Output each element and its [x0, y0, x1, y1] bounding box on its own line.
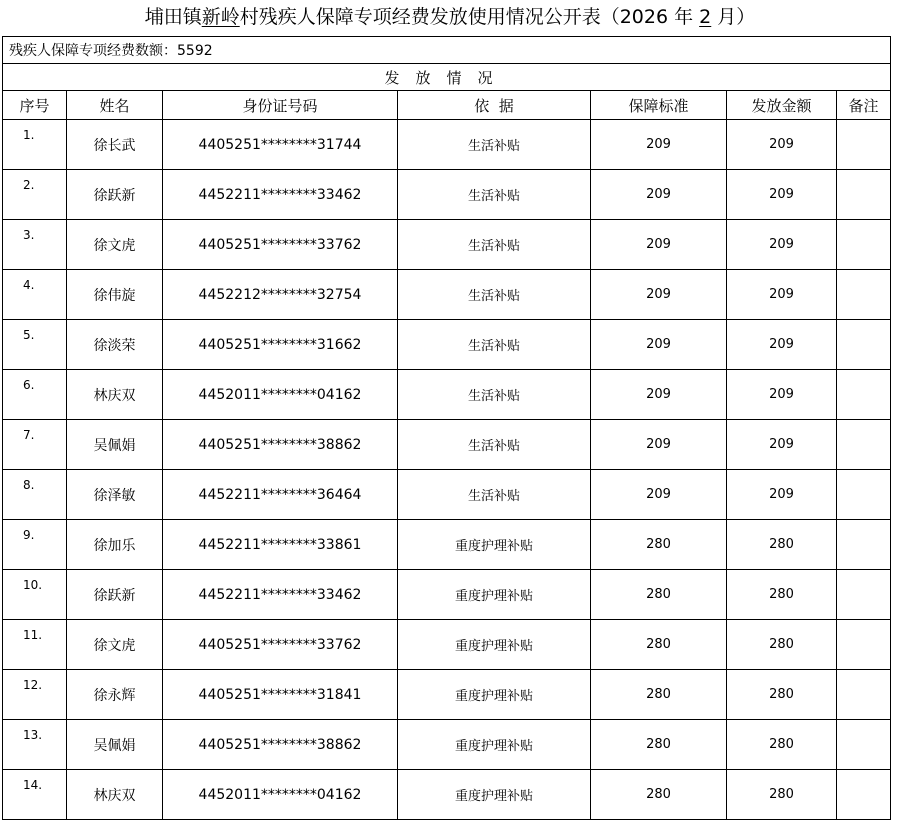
cell-note	[837, 520, 891, 570]
cell-standard: 209	[591, 320, 727, 370]
cell-basis: 重度护理补贴	[398, 670, 591, 720]
cell-note	[837, 570, 891, 620]
cell-basis: 生活补贴	[398, 420, 591, 470]
cell-name: 徐文虎	[67, 620, 163, 670]
cell-basis: 生活补贴	[398, 220, 591, 270]
cell-id-number: 4405251********38862	[163, 420, 398, 470]
header-row	[3, 91, 891, 120]
cell-basis: 重度护理补贴	[398, 770, 591, 820]
cell-name: 吴佩娟	[67, 420, 163, 470]
cell-id-number: 4405251********38862	[163, 720, 398, 770]
cell-seq: 14.	[3, 770, 67, 820]
cell-seq: 3.	[3, 220, 67, 270]
title-middle: 村残疾人保障专项经费发放使用情况公开表（2026 年	[239, 6, 700, 28]
col-header-seq: 序号	[3, 91, 67, 120]
table-row	[3, 570, 891, 620]
cell-standard: 209	[591, 220, 727, 270]
cell-name: 林庆双	[67, 370, 163, 420]
cell-id-number: 4405251********33762	[163, 220, 398, 270]
cell-id-number: 4452011********04162	[163, 770, 398, 820]
cell-standard: 209	[591, 270, 727, 320]
cell-amount: 209	[727, 370, 837, 420]
cell-seq: 12.	[3, 670, 67, 720]
cell-standard: 209	[591, 170, 727, 220]
title-village: 新岭	[201, 6, 240, 28]
cell-basis: 重度护理补贴	[398, 570, 591, 620]
cell-seq: 8.	[3, 470, 67, 520]
table-row	[3, 320, 891, 370]
cell-id-number: 4405251********31841	[163, 670, 398, 720]
cell-amount: 209	[727, 220, 837, 270]
cell-name: 徐伟旋	[67, 270, 163, 320]
cell-basis: 重度护理补贴	[398, 620, 591, 670]
cell-seq: 11.	[3, 620, 67, 670]
table-row	[3, 370, 891, 420]
cell-id-number: 4405251********31744	[163, 120, 398, 170]
section-row	[3, 64, 891, 91]
cell-standard: 280	[591, 670, 727, 720]
cell-name: 徐永辉	[67, 670, 163, 720]
cell-note	[837, 170, 891, 220]
cell-note	[837, 720, 891, 770]
col-header-id: 身份证号码	[163, 91, 398, 120]
cell-seq: 5.	[3, 320, 67, 370]
cell-amount: 209	[727, 170, 837, 220]
cell-note	[837, 120, 891, 170]
cell-basis: 生活补贴	[398, 470, 591, 520]
cell-name: 徐跃新	[67, 170, 163, 220]
table-row	[3, 120, 891, 170]
cell-standard: 209	[591, 470, 727, 520]
table-row	[3, 470, 891, 520]
title-suffix: 月）	[711, 6, 756, 28]
cell-id-number: 4452211********36464	[163, 470, 398, 520]
cell-amount: 280	[727, 720, 837, 770]
table-row	[3, 770, 891, 820]
cell-basis: 重度护理补贴	[398, 520, 591, 570]
cell-basis: 重度护理补贴	[398, 720, 591, 770]
cell-id-number: 4405251********31662	[163, 320, 398, 370]
fund-total-label: 残疾人保障专项经费数额：5592	[3, 37, 891, 64]
col-header-basis: 依 据	[398, 91, 591, 120]
cell-seq: 9.	[3, 520, 67, 570]
cell-id-number: 4452211********33462	[163, 170, 398, 220]
cell-name: 林庆双	[67, 770, 163, 820]
cell-name: 徐泽敏	[67, 470, 163, 520]
table-row	[3, 420, 891, 470]
cell-amount: 209	[727, 320, 837, 370]
cell-seq: 7.	[3, 420, 67, 470]
table-row	[3, 520, 891, 570]
cell-note	[837, 370, 891, 420]
cell-id-number: 4452212********32754	[163, 270, 398, 320]
cell-note	[837, 770, 891, 820]
cell-basis: 生活补贴	[398, 270, 591, 320]
cell-standard: 280	[591, 720, 727, 770]
section-title: 发放情况	[3, 64, 891, 91]
cell-basis: 生活补贴	[398, 170, 591, 220]
table-row	[3, 720, 891, 770]
table-row	[3, 170, 891, 220]
cell-id-number: 4452211********33462	[163, 570, 398, 620]
cell-amount: 280	[727, 670, 837, 720]
title-prefix: 埔田镇	[144, 6, 202, 28]
cell-name: 徐长武	[67, 120, 163, 170]
cell-note	[837, 420, 891, 470]
cell-note	[837, 320, 891, 370]
col-header-standard: 保障标准	[591, 91, 727, 120]
cell-id-number: 4452211********33861	[163, 520, 398, 570]
cell-name: 徐跃新	[67, 570, 163, 620]
cell-note	[837, 220, 891, 270]
cell-amount: 209	[727, 270, 837, 320]
cell-standard: 280	[591, 770, 727, 820]
cell-amount: 209	[727, 420, 837, 470]
cell-note	[837, 670, 891, 720]
page-title	[0, 2, 900, 32]
cell-standard: 209	[591, 120, 727, 170]
cell-id-number: 4405251********33762	[163, 620, 398, 670]
cell-seq: 1.	[3, 120, 67, 170]
cell-amount: 209	[727, 470, 837, 520]
fund-total-row	[3, 37, 891, 64]
table-row	[3, 270, 891, 320]
cell-note	[837, 620, 891, 670]
cell-standard: 280	[591, 520, 727, 570]
cell-amount: 280	[727, 770, 837, 820]
cell-basis: 生活补贴	[398, 120, 591, 170]
table-row	[3, 620, 891, 670]
title-month: 2	[699, 6, 712, 28]
cell-amount: 280	[727, 620, 837, 670]
cell-seq: 13.	[3, 720, 67, 770]
table-row	[3, 220, 891, 270]
disbursement-table	[2, 36, 891, 820]
cell-name: 吴佩娟	[67, 720, 163, 770]
cell-note	[837, 470, 891, 520]
cell-amount: 209	[727, 120, 837, 170]
col-header-note: 备注	[837, 91, 891, 120]
cell-seq: 4.	[3, 270, 67, 320]
cell-seq: 2.	[3, 170, 67, 220]
cell-basis: 生活补贴	[398, 320, 591, 370]
cell-amount: 280	[727, 570, 837, 620]
cell-name: 徐文虎	[67, 220, 163, 270]
cell-amount: 280	[727, 520, 837, 570]
cell-seq: 10.	[3, 570, 67, 620]
cell-name: 徐淡荣	[67, 320, 163, 370]
cell-standard: 280	[591, 620, 727, 670]
cell-name: 徐加乐	[67, 520, 163, 570]
cell-note	[837, 270, 891, 320]
table-row	[3, 670, 891, 720]
cell-standard: 209	[591, 370, 727, 420]
cell-basis: 生活补贴	[398, 370, 591, 420]
cell-seq: 6.	[3, 370, 67, 420]
col-header-name: 姓名	[67, 91, 163, 120]
cell-standard: 209	[591, 420, 727, 470]
col-header-amount: 发放金额	[727, 91, 837, 120]
cell-id-number: 4452011********04162	[163, 370, 398, 420]
cell-standard: 280	[591, 570, 727, 620]
